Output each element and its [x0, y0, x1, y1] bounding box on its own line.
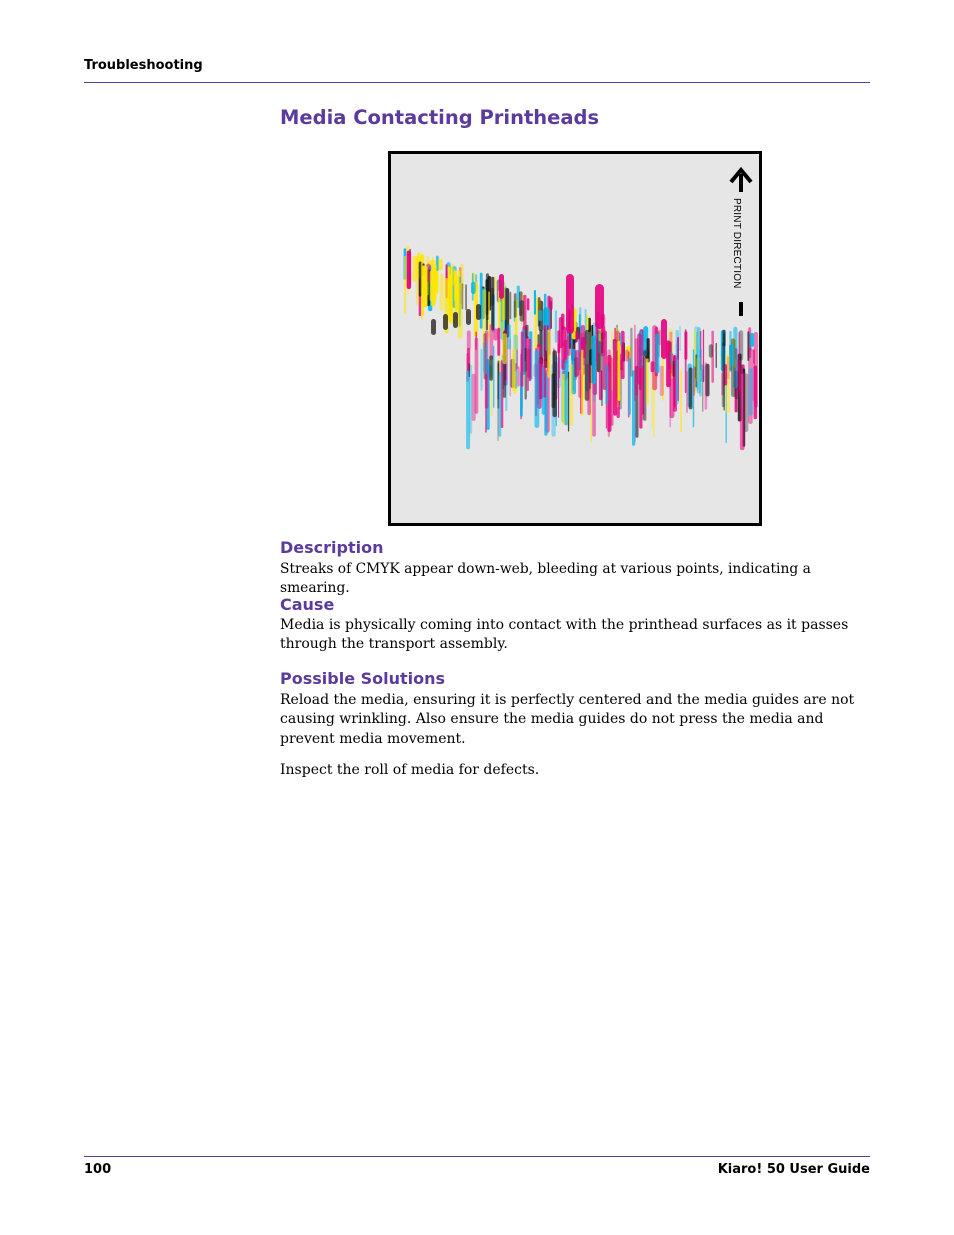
solution-paragraph: Reload the media, ensuring it is perfectly centered and the media guides are not causing wrinkling. Also ensure the media guides do not press the media and prevent media movement.	[280, 692, 855, 747]
running-header: Troubleshooting	[84, 58, 203, 73]
description-heading: Description	[280, 538, 384, 557]
cause-text: Media is physically coming into contact with the printhead surfaces as it passes through the transport assembly.	[280, 617, 849, 653]
guide-title: Kiaro! 50 User Guide	[717, 1162, 870, 1177]
smear-sample-image	[388, 151, 762, 526]
ink-streaks	[404, 246, 758, 451]
description-text: Streaks of CMYK appear down-web, bleeding at various points, indicating a smearing.	[280, 561, 811, 597]
possible-solutions-heading: Possible Solutions	[280, 669, 446, 688]
page-number: 100	[84, 1162, 112, 1177]
header-rule	[84, 82, 870, 83]
page-title: Media Contacting Printheads	[280, 106, 600, 129]
solution-paragraph: Inspect the roll of media for defects.	[280, 762, 540, 778]
print-direction-label: PRINT DIRECTION	[731, 198, 742, 289]
cause-heading: Cause	[280, 595, 335, 614]
footer-rule	[84, 1156, 870, 1157]
